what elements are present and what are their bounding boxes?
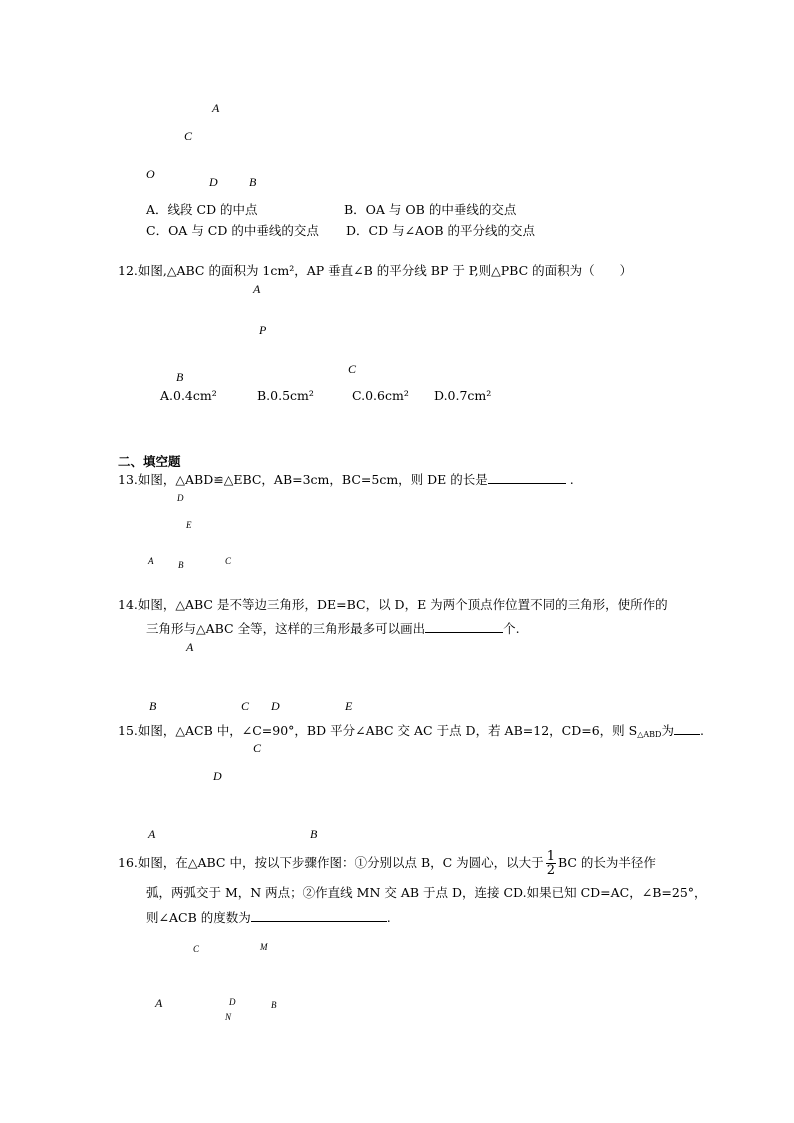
q16-answer-blank[interactable] [251,909,387,922]
q16-line3-pre: 则∠ACB 的度数为 [146,910,251,925]
q14-label-c: C [241,699,250,713]
q11-label-o: O [146,167,155,181]
section-heading: 二、填空题 [118,454,181,469]
q15-stem-line [118,722,704,743]
q16-label-d: D [229,997,236,1007]
q15-stem-pre: 15.如图，△ACB 中，∠C=90°，BD 平分∠ABC 交 AC 于点 D，若 AB=12，CD=6，则 S [118,723,638,738]
q11-label-b: B [249,175,257,189]
q16-line1-post: BC 的长为半径作 [557,855,656,870]
q11-label-c: C [184,129,193,143]
q15-label-d: D [213,769,222,783]
q15-label-c: C [253,741,262,755]
q13-label-a: A [148,556,154,566]
q14-line2 [146,620,520,637]
q11-label-a: A [212,101,220,115]
q14-line2-pre: 三角形与△ABC 全等，这样的三角形最多可以画出 [146,621,426,636]
q14-line1: 14.如图，△ABC 是不等边三角形，DE=BC，以 D，E 为两个顶点作位置不同的三角形，使所作的 [118,597,668,612]
q13-label-c: C [225,556,232,566]
q13-label-b: B [178,560,184,570]
q15-stem-sub: △ABD [637,730,662,739]
q13-stem: 13.如图，△ABD≌△EBC，AB=3cm，BC=5cm，则 DE 的长是 [118,472,488,487]
q15-end: . [699,723,704,738]
q14-label-d: D [271,699,280,713]
q14-answer-blank[interactable] [425,620,503,633]
q16-line3 [146,909,391,926]
q15-answer-blank[interactable] [674,722,700,735]
q16-line1 [118,847,656,879]
q16-label-c: C [193,944,200,954]
q12-stem: 12.如图,△ABC 的面积为 1cm²，AP 垂直∠B 的平分线 BP 于 P,则△PBC 的面积为（ ） [118,263,633,278]
q13-stem-line [118,471,574,488]
q16-fraction [546,850,556,877]
q14-line2-post: 个. [503,621,520,636]
q12-label-a: A [253,282,261,296]
q16-end: . [386,910,391,925]
q15-label-b: B [310,827,318,841]
q12-option-a: A.0.4cm² [160,388,217,403]
q11-option-d: D．CD 与∠AOB 的平分线的交点 [346,223,535,238]
q13-label-d: D [177,493,184,503]
q15-label-a: A [148,827,156,841]
q11-option-c: C．OA 与 CD 的中垂线的交点 [146,223,319,238]
q14-label-b: B [149,699,157,713]
q12-option-d: D.0.7cm² [434,388,492,403]
q14-label-a: A [186,640,194,654]
q13-answer-blank[interactable] [488,471,566,484]
q16-label-b: B [271,1000,277,1010]
q16-line1-pre: 16.如图，在△ABC 中，按以下步骤作图：①分别以点 B，C 为圆心，以大于 [118,855,544,870]
q12-label-c: C [348,362,357,376]
q16-label-n: N [225,1012,232,1022]
q14-label-e: E [345,699,353,713]
q13-end: . [569,472,574,487]
q16-line2: 弧，两弧交于 M，N 两点；②作直线 MN 交 AB 于点 D，连接 CD.如果已知 CD=AC，∠B=25°， [146,885,707,900]
q15-stem-post: 为 [661,723,674,738]
q12-option-b: B.0.5cm² [257,388,314,403]
q12-option-c: C.0.6cm² [352,388,409,403]
q13-label-e: E [186,520,192,530]
q16-frac-num: 1 [546,848,555,864]
q12-label-p: P [259,323,267,337]
q16-label-m: M [260,942,268,952]
q11-option-b: B．OA 与 OB 的中垂线的交点 [344,202,517,217]
q12-label-b: B [176,370,184,384]
q11-label-d: D [209,175,218,189]
q11-option-a: A．线段 CD 的中点 [146,202,258,217]
q16-label-a: A [155,996,163,1010]
q16-frac-den: 2 [546,862,555,878]
